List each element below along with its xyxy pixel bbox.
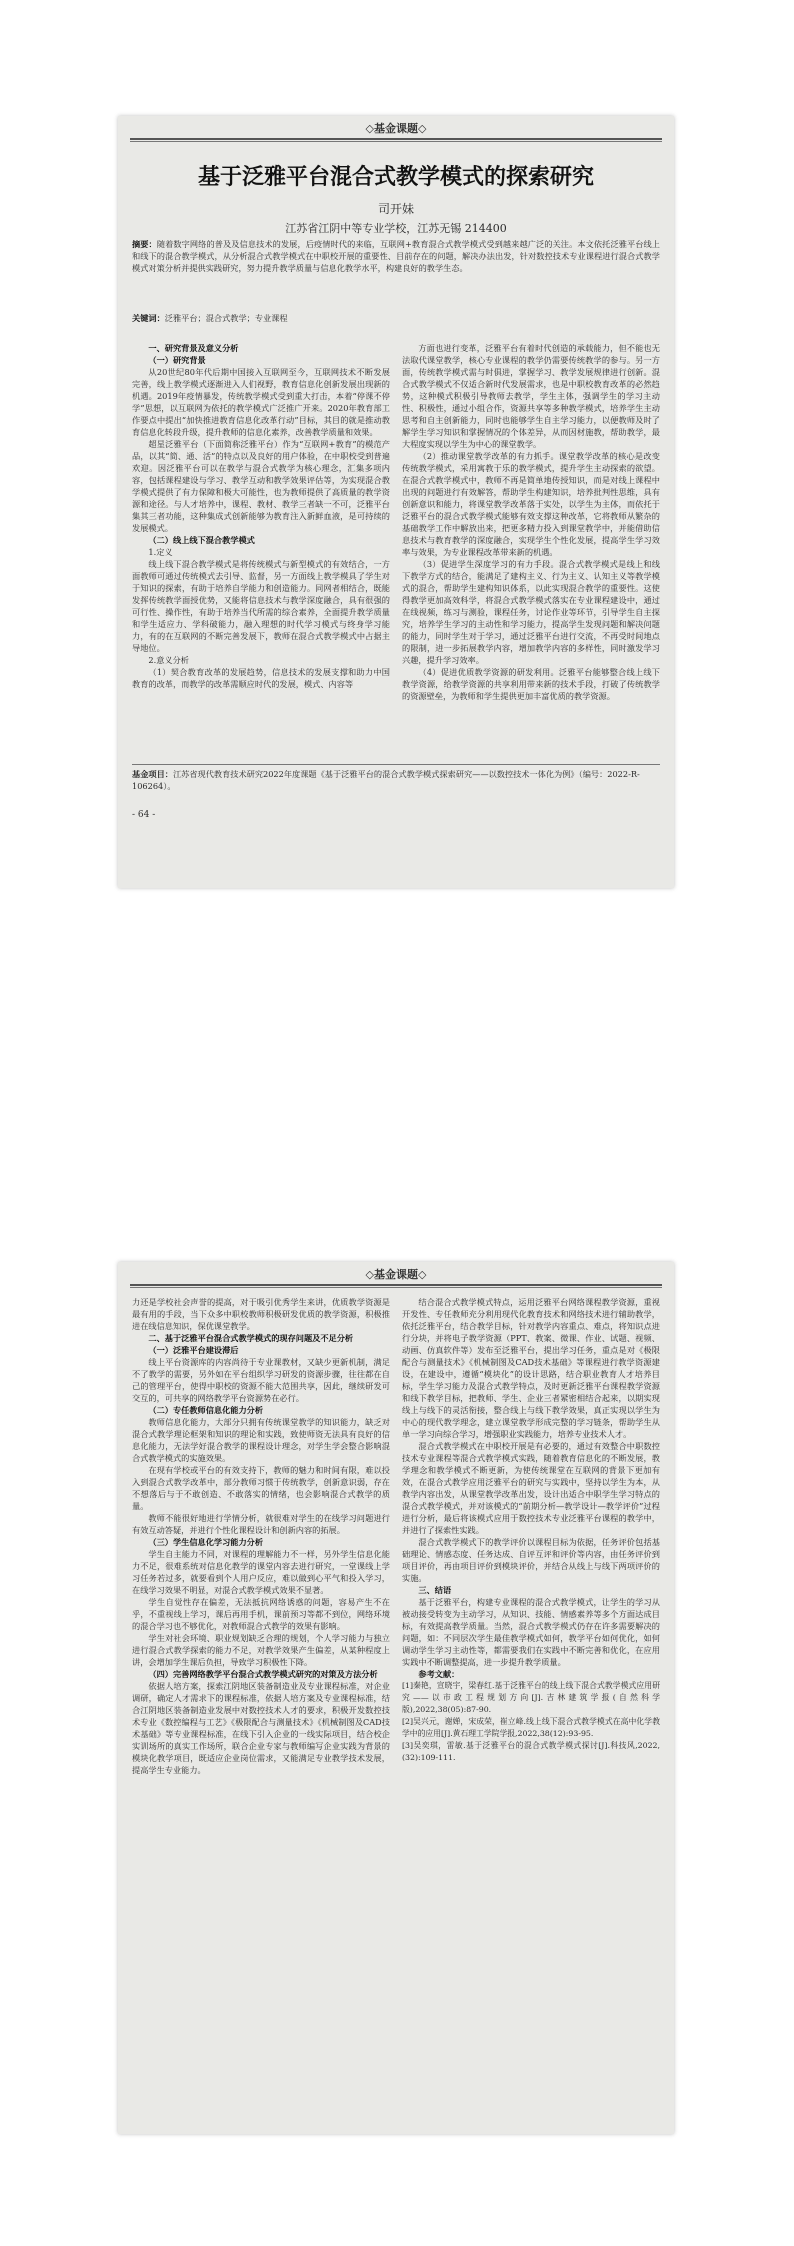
page1-right-column [402, 342, 660, 744]
header-rule-thin [130, 141, 662, 142]
section-heading: 参考文献： [418, 1669, 460, 1679]
body-paragraph: （4）促进优质教学资源的研发利用。泛雅平台能够整合线上线下教学资源，给教学资源的共享利用带来新的技术手段，打破了传统教学的资源壁垒，为教师和学生提供更加丰富优质的教学资源。 [402, 667, 660, 701]
body-paragraph: 2.意义分析 [148, 655, 189, 665]
section-heading: （一）泛雅平台建设滞后 [148, 1345, 239, 1355]
body-paragraph: 混合式教学模式在中职校开展是有必要的，通过有效整合中职数控技术专业课程等混合式教学模式实践，随着教育信息化的不断发展，教学理念和教学模式不断更新，为使传统课堂在互联网的背景下更加有效，在混合式教学应用泛雅平台的研究与实践中，坚持以学生为本，从教学内容出发，从课堂教学改革出发，设计出适合中职学生学习特点的混合式教学模式，并对该模式的“前期分析—教学设计—教学评价”过程进行分析，最后将该模式应用于数控技术专业泛雅平台课程的教学中，并进行了探索性实践。 [402, 1441, 660, 1535]
reference-item: [3]吴奕琪，雷敏.基于泛雅平台的混合式教学模式探讨[J].科技风,2022,(32):109-111. [402, 1741, 660, 1762]
fund-text: 江苏省现代教育技术研究2022年度课题《基于泛雅平台的混合式教学模式探索研究——以数控技术一体化为例》（编号：2022-R-106264）。 [132, 769, 640, 791]
body-paragraph: 超星泛雅平台（下面简称泛雅平台）作为“互联网+教育”的模范产品，以其“简、通、活”的特点以及良好的用户体验，在中职校受到普遍欢迎。因泛雅平台可以在教学与混合式教学为核心理念，汇集多项内容，包括课程建设与学习、教学互动和教学效果评估等，为实现混合教学模式提供了有力保障和极大可能性，也为教师提供了高质量的教学资源和途径。与人才培养中，课程、教材、教学三者缺一不可，泛雅平台集其三者功能，这种集成式创新能够为教育注入新鲜血液，是可持续的发展模式。 [132, 439, 390, 533]
body-paragraph: 方面也进行变革，泛雅平台有着时代创造的承载能力，但不能也无法取代课堂教学，核心专业课程的教学仍需要传统教学的参与。另一方面，传统教学模式需与时俱进，掌握学习、教学发展规律进行创新。混合式教学模式不仅适合新时代发展需求，也是中职校教育改革的必然趋势，这种模式积极引导教师去教学，学生主体，强调学生的学习主动性、积极性，通过小组合作，资源共享等多种教学模式，培养学生主动思考和自主创新能力，同时也能够学生自主学习能力，以便教师及时了解学生学习知识和掌握情况的个体差异，从而因材施教，帮助教学，最大程度实现以学生为中心的课堂教学。 [402, 343, 660, 449]
body-paragraph: 基于泛雅平台，构建专业课程的混合式教学模式，让学生的学习从被动接受转变为主动学习，从知识、技能、情感素养等多个方面达成目标，有效提高教学质量。当然，混合式教学模式仍存在许多需要解决的问题，如：不同层次学生最佳教学模式如何，教学平台如何优化，如何调动学生学习主动性等，都需要我们在实践中不断完善和优化，在应用实践中不断调整提高，进一步提升教学质量。 [402, 1597, 660, 1667]
abstract-text: 随着数字网络的普及及信息技术的发展，后疫情时代的来临，互联网+教育混合式教学模式受到越来越广泛的关注。本文依托泛雅平台线上和线下的混合教学模式，从分析混合式教学模式在中职校开展的重要性、目前存在的问题，解决办法出发，针对数控技术专业课程进行混合式教学模式对策分析并提供实践研究，努力提升教学质量与信息化教学水平，构建良好的教学生态。 [132, 239, 660, 273]
column-header: ◇基金课题◇ [365, 1268, 427, 1281]
body-paragraph: 力还是学校社会声誉的提高，对于吸引优秀学生来讲，优质教学资源是最有用的手段，当下众多中职校教师积极研发优质的教学资源，积极推进在线信息知识，保优课堂教学。 [132, 1297, 390, 1331]
section-heading: 一、研究背景及意义分析 [148, 343, 239, 353]
page2-right-column [402, 1296, 660, 2082]
section-heading: （二）线上线下混合教学模式 [148, 535, 255, 545]
reference-item: [1]秦艳，宣晓宇，梁春红.基于泛雅平台的线上线下混合式教学模式应用研究——以市政工程规划方向[J].吉林建筑学报(自然科学版),2022,38(05):87-90. [402, 1681, 660, 1714]
reference-item: [2]吴兴元，谢婵，宋成荣，崔立峰.线上线下混合式教学模式在高中化学教学中的应用[J].黄石理工学院学报,2022,38(12):93-95. [402, 1717, 660, 1738]
body-paragraph: 教师信息化能力，大部分只拥有传统课堂教学的知识能力，缺乏对混合式教学理论框架和知识的理论和实践，致使师资无法具有良好的信息化能力，无法学好混合教学的课程设计理念，对学生学会整合影响混合式教学模式的实施效果。 [132, 1417, 390, 1463]
fund-label: 基金项目： [132, 769, 173, 779]
page-photo-2 [118, 1262, 674, 2134]
author-name: 司开妹 [377, 202, 414, 216]
page-photo-1 [118, 116, 674, 888]
header-rule [130, 1284, 662, 1286]
keywords-label: 关键词： [132, 313, 165, 323]
body-paragraph: 线上平台资源库的内容尚待于专业课教材，又缺少更新机制，满足不了教学的需要，另外如在平台组织学习研发的资源步骤，往往都在自己的管理平台，使得中职校的资源不能大范围共享，因此，继续研发可交互的，可共享的网络教学平台资源势在必行。 [132, 1357, 390, 1403]
keywords [132, 312, 660, 326]
body-paragraph: （1）契合教育改革的发展趋势，信息技术的发展支撑和助力中国教育的改革，而教学的改革需顺应时代的发展，模式、内容等 [132, 667, 390, 689]
body-paragraph: 混合式教学模式下的教学评价以课程目标为依据，任务评价包括基础理论、情感态度、任务达成、自评互评和评价等内容，由任务评价到项目评价，再由项目评价到模块评价，并结合从线上与线下两项评价的实施。 [402, 1537, 660, 1583]
body-paragraph: 学生自觉性存在偏差，无法抵抗网络诱惑的问题，容易产生不在乎，不重视线上学习，课后再用手机，课前预习等都不到位，网络环境的混合学习也不够优化，对教师混合式教学的效果有影响。 [132, 1597, 390, 1631]
page1-left-column [132, 342, 390, 744]
header-rule [130, 138, 662, 140]
author-affiliation: 江苏省江阴中等专业学校，江苏无锡 214400 [285, 222, 507, 235]
body-paragraph: 教师不能很好地进行学情分析，就很难对学生的在线学习问题进行有效互动答疑，并进行个性化课程设计和创新内容的拓展。 [132, 1513, 390, 1535]
abstract [132, 238, 660, 290]
page2-left-column [132, 1296, 390, 2082]
body-paragraph: 结合混合式教学模式特点，运用泛雅平台网络课程教学资源，重视开发性、专任教师充分利用现代化教育技术和网络技术进行辅助教学，依托泛雅平台，结合教学目标，针对教学内容重点、难点，将知识点进行分块，并将电子教学资源（PPT、教案、微课、作业、试题、视频、动画、仿真软件等）发布至泛雅平台，提出学习任务，重点是对《极限配合与测量技术》《机械制图及CAD技术基础》等课程进行教学资源建设，在建设中，遵循“模块化”的设计思路，结合职业教育人才培养目标，学生学习能力及混合式教学特点，及时更新泛雅平台课程教学资源和线下教学目标，把教师、学生、企业三者紧密相结合起来，以期实现线上与线下的灵活衔接，整合线上与线下教学效果，真正实现以学生为中心的现代教学理念，建立课堂教学形成完整的学习链条，帮助学生从单一学习向综合学习，增强职业实践能力，培养专业技术人才。 [402, 1297, 660, 1439]
section-heading: 二、基于泛雅平台混合式教学模式的现存问题及不足分析 [148, 1333, 354, 1343]
body-paragraph: （2）推动课堂教学改革的有力抓手。课堂教学改革的核心是改变传统教学模式，采用寓教于乐的教学模式，提升学生主动探索的欲望。在混合式教学模式中，教师不再是简单地传授知识，而是对线上课程中出现的问题进行有效解答，帮助学生构建知识，培养批判性思维，具有创新意识和能力，将课堂教学改革落于实处，以学生为主体，而依托于泛雅平台的混合式教学模式能够有效支撑这种改革，它将教师从繁杂的基础教学工作中解放出来，把更多精力投入到课堂教学中，并能借助信息技术与教育教学的深度融合，实现学生个性化发展，提高学生学习效率与效果，为专业课程改革带来新的机遇。 [402, 451, 660, 557]
body-paragraph: 1.定义 [148, 547, 173, 557]
body-paragraph: 学生自主能力不同，对课程的理解能力不一样，另外学生信息化能力不足，很难系统对信息化教学的课堂内容去进行研究，一堂课线上学习任务若过多，就要看到个人用户反应，难以做到心平气和投入学习，在线学习效果不明显，对混合式教学模式效果不显著。 [132, 1549, 390, 1595]
body-paragraph: 从20世纪80年代后期中国接入互联网至今，互联网技术不断发展完善，线上教学模式逐渐进入人们视野，教育信息化创新发展出现新的机遇。2019年疫情暴发，传统教学模式受到重大打击，本着“停课不停学”思想，以互联网为依托的教学模式广泛推广开来。2020年教育部工作要点中提出“加快推进教育信息化改革行动”目标，其目的就是推动教育信息化转段升级，提升教师的信息化素养，改善教学质量和效果。 [132, 367, 390, 437]
body-paragraph: （3）促进学生深度学习的有力手段。混合式教学模式是线上和线下教学方式的结合，能满足了建构主义、行为主义、认知主义等教学模式的混合，帮助学生建构知识体系，以此实现混合教学的重要性。这使得教学更加高效科学，将混合式教学模式落实在专业课程建设中，通过在线视频，练习与测验，课程任务，讨论作业等环节，引导学生自主探究，培养学生学习的主动性和学习能力，提高学生发现问题和解决问题的能力，同时学生对于学习，通过泛雅平台进行交流，不再受时间地点的限制，进一步拓展教学内容，增加教学内容的多样性，同时激发学习兴趣，提升学习效率。 [402, 559, 660, 665]
abstract-label: 摘要： [132, 239, 157, 249]
body-paragraph: 在现有学校或平台的有效支持下，教师的魅力和时间有限，难以投入到混合式教学改革中，部分教师习惯于传统教学，创新意识弱，存在不想落后与于不敢创造、不敢落实的情绪，也会影响混合式教学的质量。 [132, 1465, 390, 1511]
section-heading: 三、结语 [418, 1585, 452, 1595]
header-rule-thin [130, 1287, 662, 1288]
section-heading: （三）学生信息化学习能力分析 [148, 1537, 264, 1547]
body-paragraph: 线上线下混合教学模式是将传统模式与新型模式的有效结合，一方面教师可通过传统模式去引导、监督，另一方面线上教学模具了学生对于知识的探索，有助于培养自学能力和创造能力。同网者相结合，既能发挥传统教学面授优势，又能将信息技术与教学深度融合，具有很强的可行性、操作性，有助于培养当代所需的综合素养，全面提升教学质量和学生适应力、学科破能力，融入理想的时代学习模式与终身学习能力，有的在互联网的不断完善发展下，教师在混合式教学模式中占据主导地位。 [132, 559, 390, 653]
page-number: - 64 - [132, 810, 156, 820]
column-header: ◇基金课题◇ [365, 122, 427, 135]
section-heading: （一）研究背景 [148, 355, 206, 365]
keywords-text: 泛雅平台；混合式教学；专业课程 [164, 313, 288, 323]
body-paragraph: 依据人培方案，探索江阴地区装备制造业及专业课程标准，对企业调研，确定人才需求下的课程标准，依据人培方案及专业课程标准，结合江阴地区装备制造业发展中对数控技术人才的要求，积极开发数控技术专业《数控编程与工艺》《极限配合与测量技术》《机械制图及CAD技术基础》等专业课程标准，在线下引入企业的一线实际项目，结合校企实训场所的真实工作场所，联合企业专家与教师编写企业实践为背景的模块化教学项目，既适应企业岗位需求，又能满足专业教学技术发展，提高学生专业能力。 [132, 1681, 390, 1775]
section-heading: （二）专任教师信息化能力分析 [148, 1405, 264, 1415]
body-paragraph: 学生对社会环境、职业规划缺乏合理的规划，个人学习能力与独立进行混合式教学探索的能力不足，对教学效果产生偏差，从某种程度上讲，会增加学生课后负担，导致学习积极性下降。 [132, 1633, 390, 1667]
article-title: 基于泛雅平台混合式教学模式的探索研究 [197, 165, 594, 190]
fund-note [132, 764, 660, 792]
section-heading: （四）完善网络教学平台混合式教学模式研究的对策及方法分析 [148, 1669, 378, 1679]
